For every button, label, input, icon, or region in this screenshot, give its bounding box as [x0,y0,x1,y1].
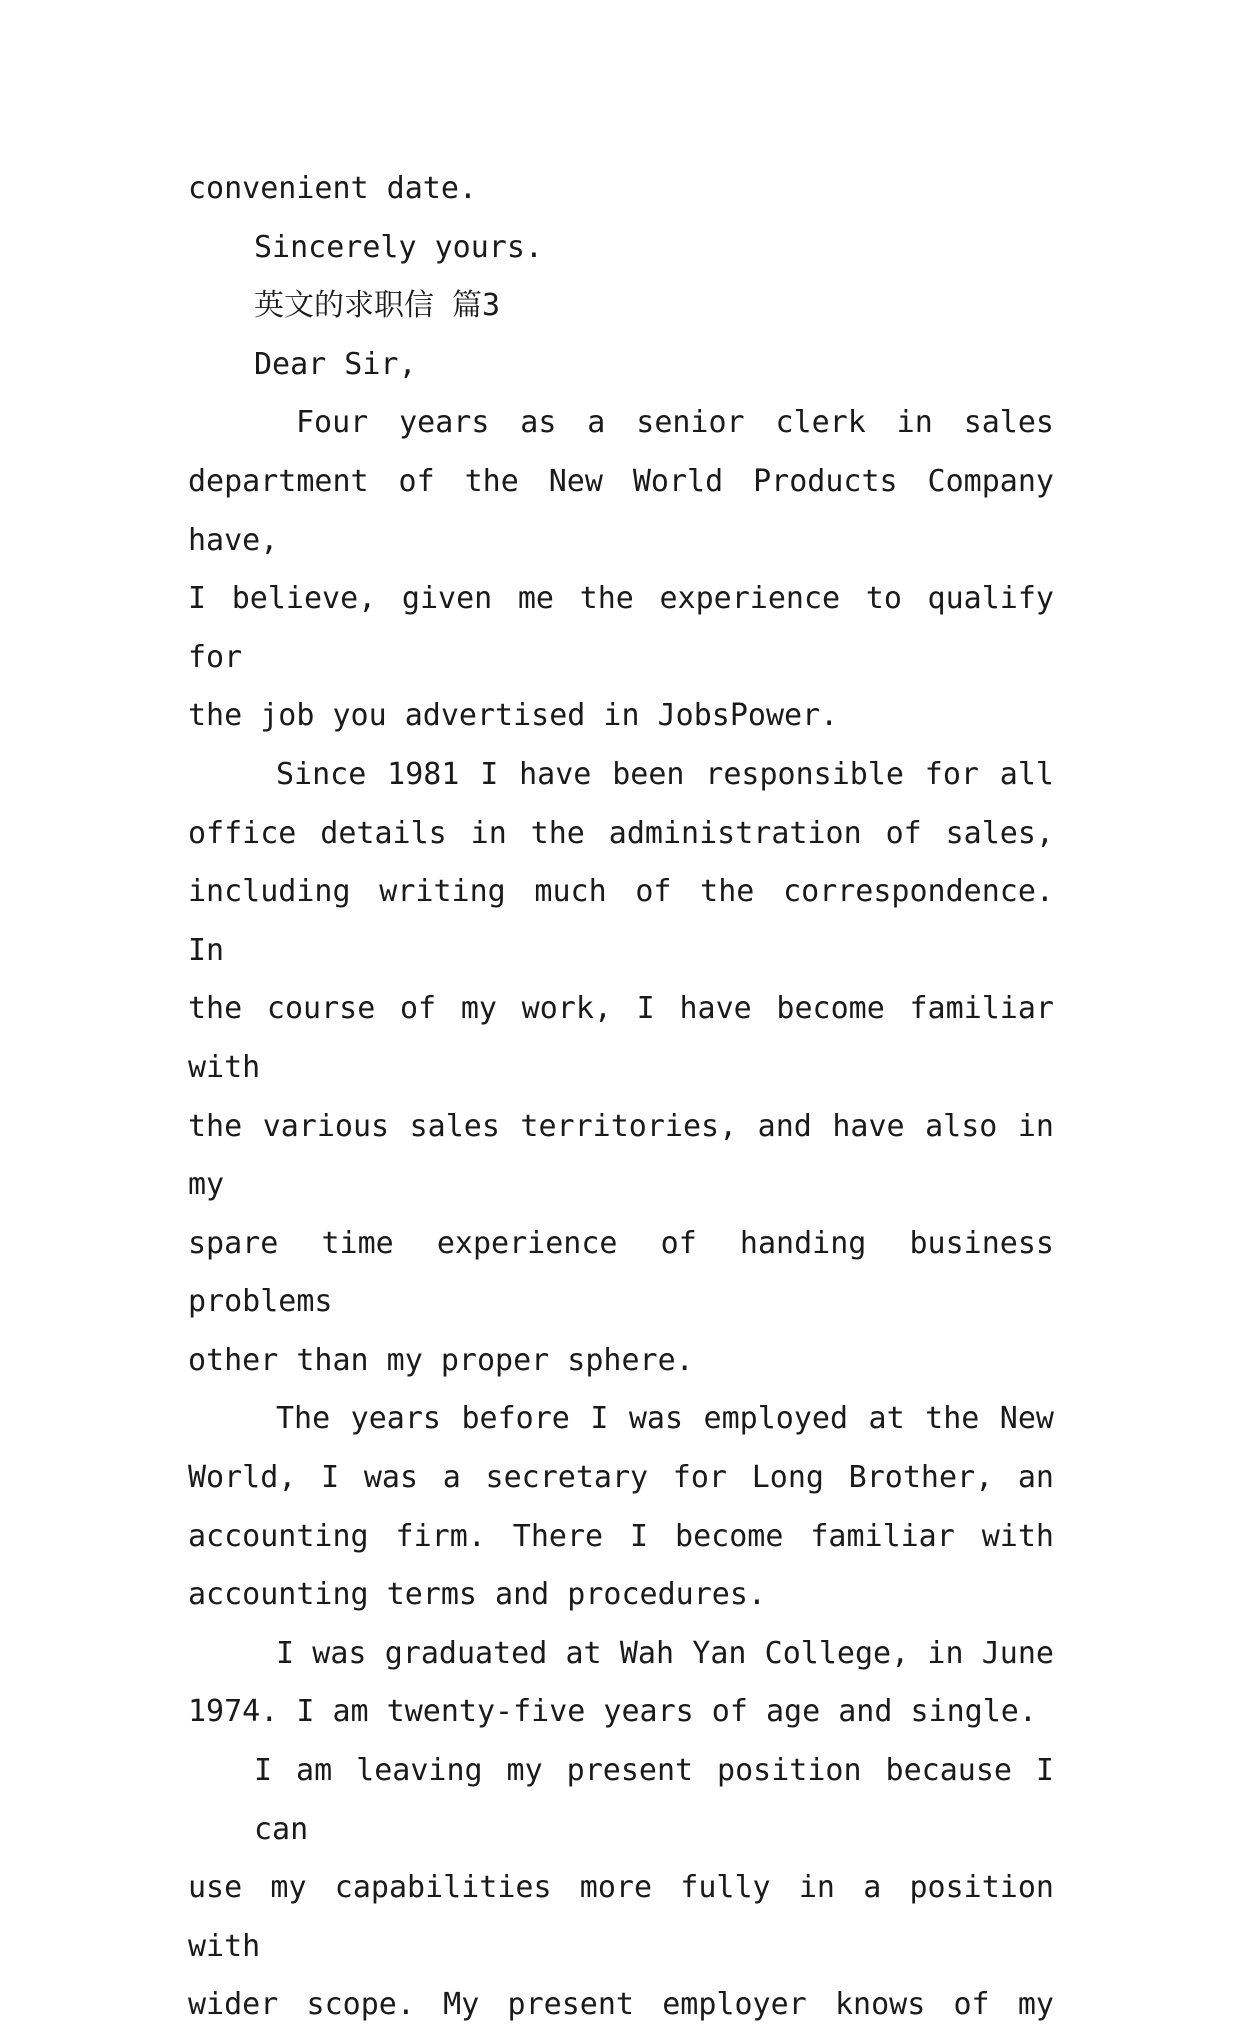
text-line: office details in the administration of sales, [188,815,1054,851]
text-line: The years before I was employed at the New [276,1401,1054,1437]
section-heading: 英文的求职信 篇3 [254,288,501,324]
text-line: I was graduated at Wah Yan College, in June [276,1635,1054,1671]
text-line: other than my proper sphere. [188,1342,694,1378]
text-line: World, I was a secretary for Long Brother, an [188,1460,1054,1496]
text-line: accounting terms and procedures. [188,1577,766,1613]
text-line: the job you advertised in JobsPower. [188,698,839,734]
text-line: Four years as a senior clerk in sales [296,405,1054,441]
salutation: Dear Sir, [254,346,417,382]
text-line: the course of my work, I have become familiar with [188,991,1054,1085]
text-line: I am leaving my present position because I can [254,1753,1054,1847]
text-line: including writing much of the correspondence. In [188,874,1054,968]
text-line: I believe, given me the experience to qualify for [188,581,1054,675]
text-line: use my capabilities more fully in a position with [188,1870,1054,1964]
text-line: convenient date. [188,171,477,206]
text-line: department of the New World Products Company have, [188,463,1054,558]
text-line: the various sales territories, and have also in my [188,1108,1054,1203]
text-line: 1974. I am twenty-five years of age and single. [188,1694,1037,1730]
text-line: Since 1981 I have been responsible for all [276,756,1054,792]
text-line: accounting firm. There I become familiar with [188,1518,1054,1554]
text-line: wider scope. My present employer knows of my [188,1987,1054,2023]
closing-line: Sincerely yours. [254,229,543,265]
text-line: spare time experience of handing business problems [188,1225,1054,1320]
